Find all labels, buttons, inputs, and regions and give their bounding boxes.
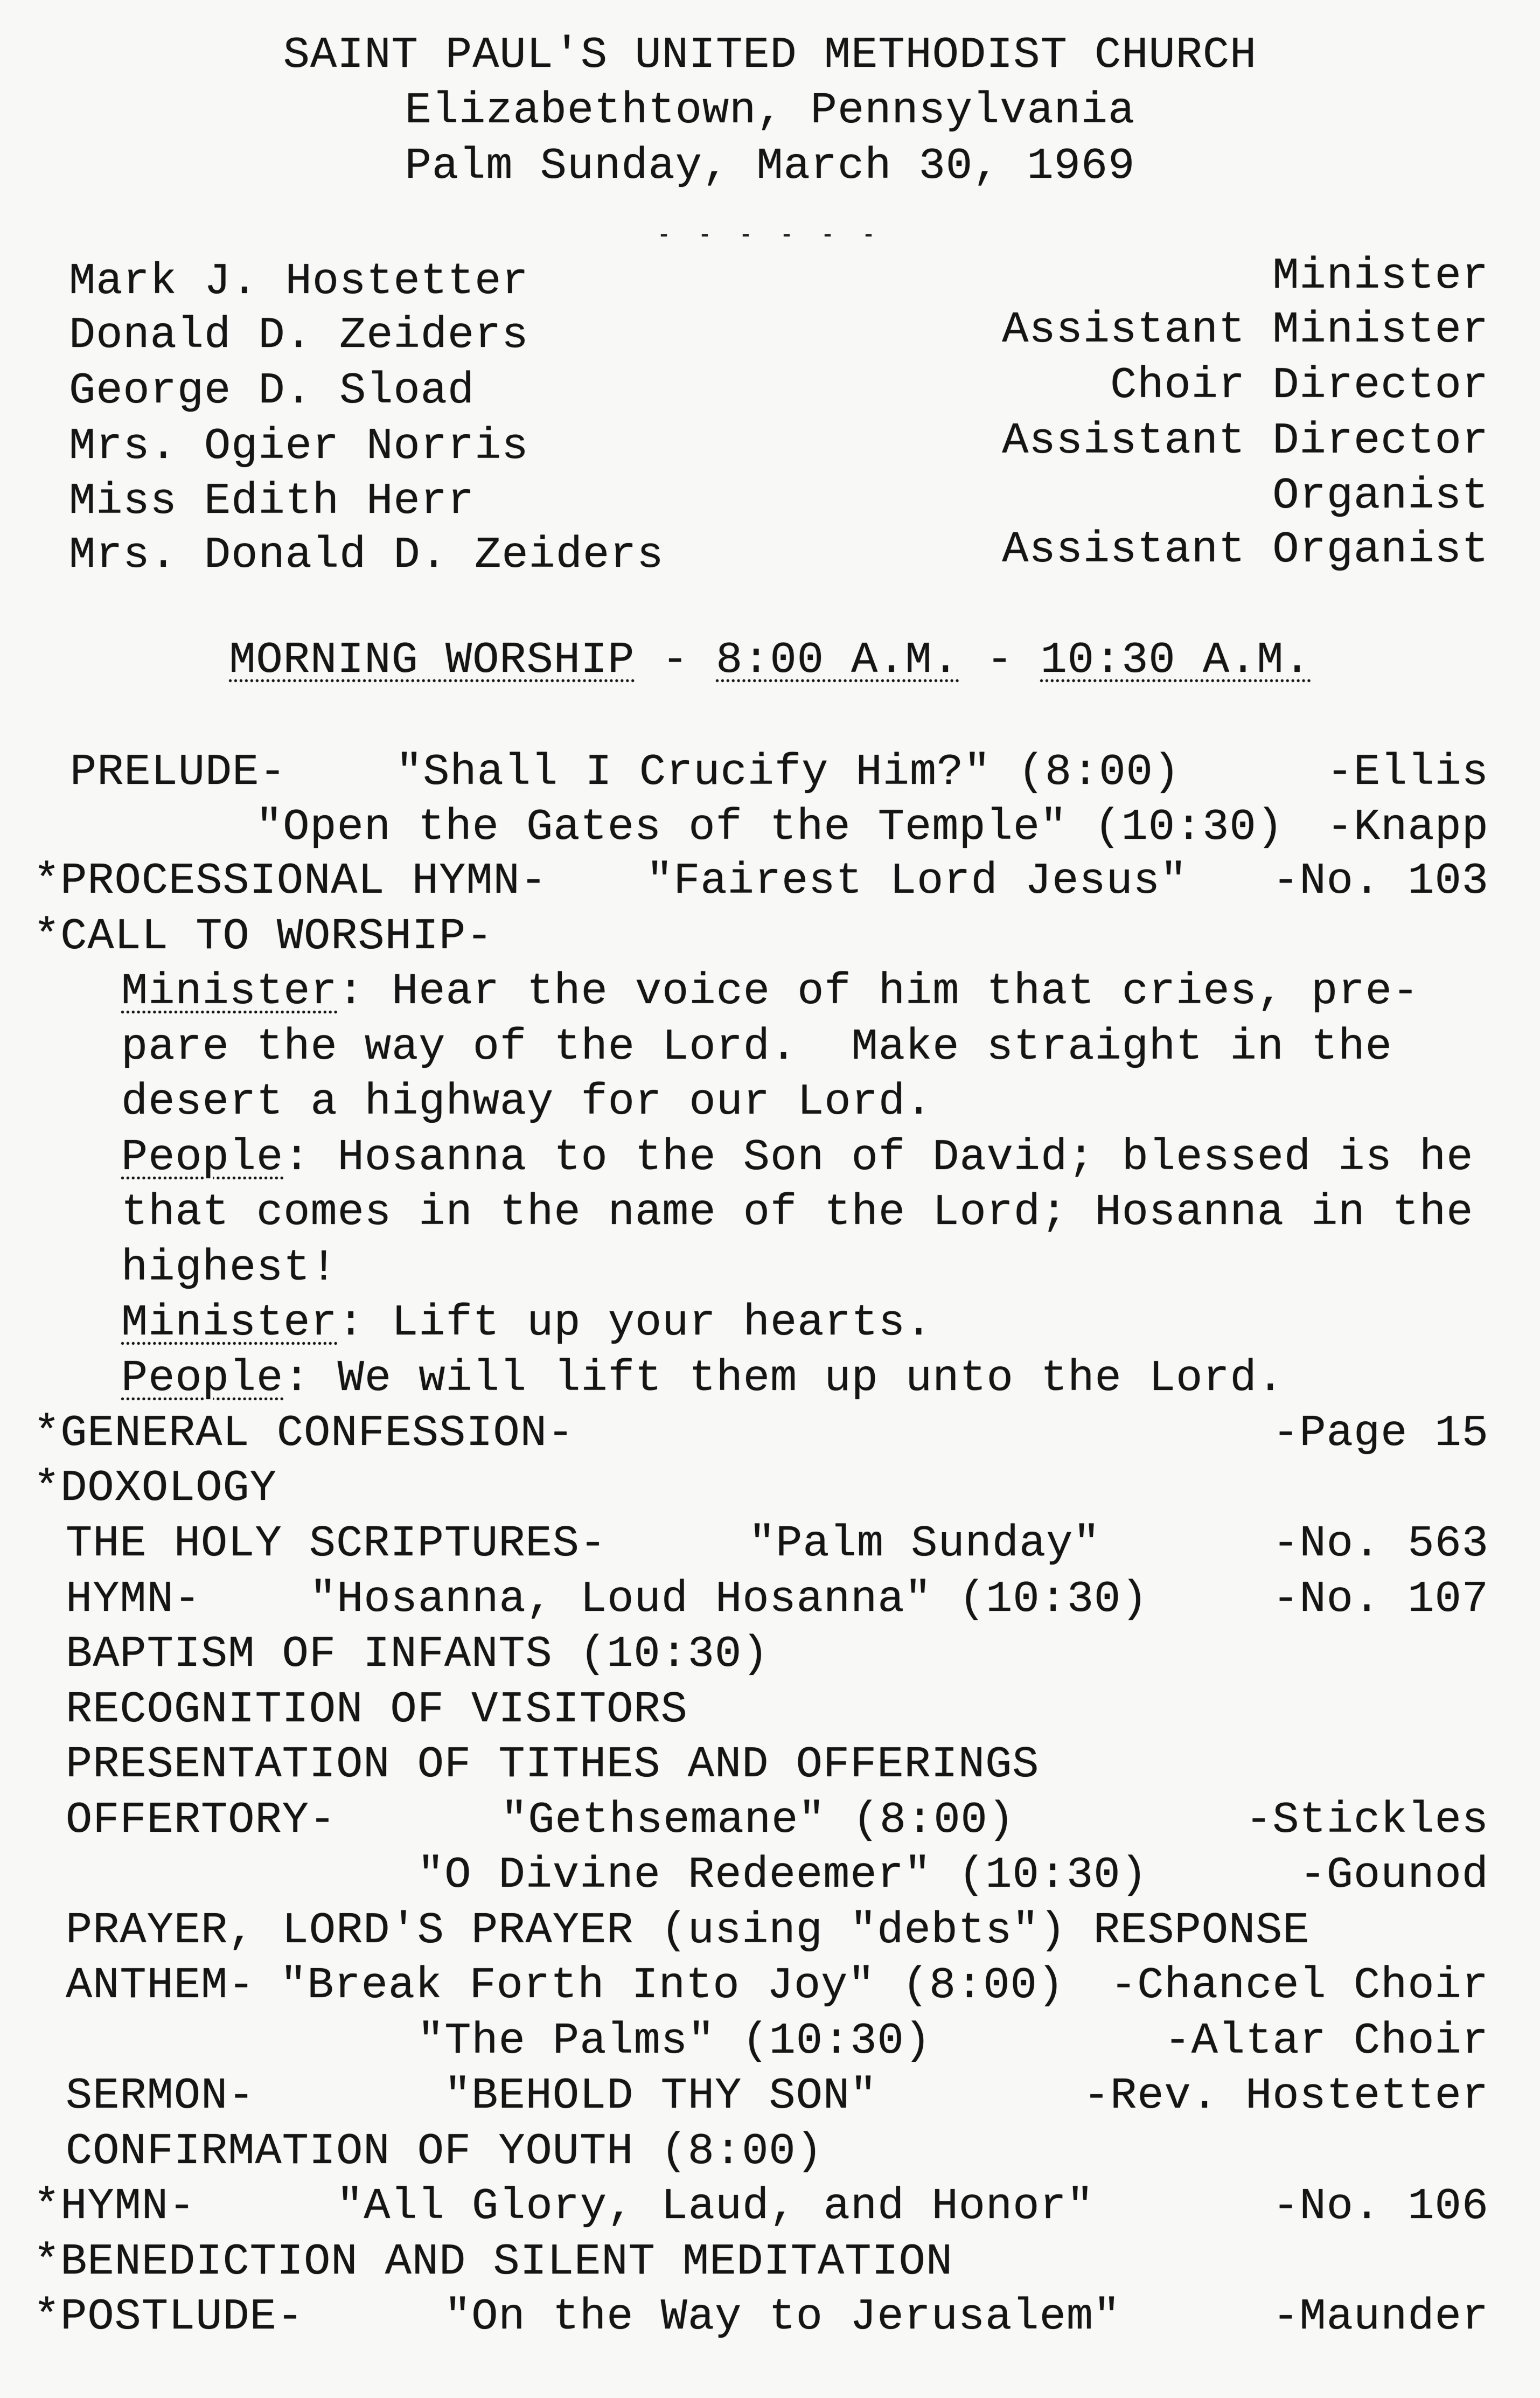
item-ref: -No. 106 xyxy=(1272,2181,1489,2232)
item-title: "O Divine Redeemer" (10:30) xyxy=(417,1850,1148,1900)
item-title: "The Palms" (10:30) xyxy=(417,2016,931,2066)
order-item-recognition-of-visitors: RECOGNITION OF VISITORS xyxy=(66,1685,688,1735)
order-item-confirmation: CONFIRMATION OF YOUTH (8:00) xyxy=(66,2126,823,2177)
litany-line xyxy=(121,1132,1474,1183)
item-title: "All Glory, Laud, and Honor" xyxy=(337,2181,1094,2232)
heading-separator: - xyxy=(635,635,716,685)
litany-line xyxy=(121,1353,1284,1403)
item-label: OFFERTORY- xyxy=(66,1795,337,1845)
item-label: THE HOLY SCRIPTURES- xyxy=(66,1519,607,1569)
staff-name: Donald D. Zeiders xyxy=(69,310,529,360)
item-ref: -Gounod xyxy=(1299,1850,1489,1900)
service-heading-title: MORNING WORSHIP xyxy=(229,635,635,685)
staff-name: Mrs. Donald D. Zeiders xyxy=(69,530,664,580)
item-ref: -Rev. Hostetter xyxy=(1083,2071,1489,2121)
item-ref: -Knapp xyxy=(1326,802,1489,852)
item-title: "On the Way to Jerusalem" xyxy=(444,2292,1121,2342)
item-label: *PROCESSIONAL HYMN- xyxy=(33,856,547,906)
litany-line xyxy=(121,1298,933,1348)
staff-name: George D. Sload xyxy=(69,366,475,416)
item-ref: -No. 103 xyxy=(1272,856,1489,906)
litany-text: : Lift up your hearts. xyxy=(337,1298,933,1348)
item-label: ANTHEM- xyxy=(66,1961,255,2011)
church-location: Elizabethtown, Pennsylvania xyxy=(405,86,1135,136)
order-item-call-to-worship: *CALL TO WORSHIP- xyxy=(33,912,493,962)
service-date: Palm Sunday, March 30, 1969 xyxy=(405,141,1135,191)
item-title: "Open the Gates of the Temple" (10:30) xyxy=(256,802,1284,852)
staff-name: Miss Edith Herr xyxy=(69,476,475,526)
item-label: *HYMN- xyxy=(33,2181,196,2232)
speaker-minister: Minister xyxy=(121,967,338,1017)
item-ref: -Stickles xyxy=(1245,1795,1489,1845)
service-heading xyxy=(0,635,1540,685)
heading-separator: - xyxy=(959,635,1041,685)
church-name: SAINT PAUL'S UNITED METHODIST CHURCH xyxy=(283,30,1257,80)
service-time-early: 8:00 A.M. xyxy=(716,635,959,685)
staff-role: Assistant Minister xyxy=(1002,305,1489,355)
staff-name: Mrs. Ogier Norris xyxy=(69,421,529,471)
staff-role: Assistant Director xyxy=(1002,416,1489,466)
item-label: PRELUDE- xyxy=(70,747,287,797)
staff-role: Organist xyxy=(1272,471,1489,521)
item-ref: -Ellis xyxy=(1326,747,1489,797)
staff-name: Mark J. Hostetter xyxy=(69,256,529,307)
item-title: "Palm Sunday" xyxy=(749,1519,1100,1569)
speaker-people: People xyxy=(121,1353,284,1403)
litany-line: pare the way of the Lord. Make straight in the xyxy=(121,1022,1392,1072)
item-label: *POSTLUDE- xyxy=(33,2292,304,2342)
staff-role: Choir Director xyxy=(1110,360,1489,411)
speaker-minister: Minister xyxy=(121,1298,338,1348)
order-item-benediction: *BENEDICTION AND SILENT MEDITATION xyxy=(33,2237,953,2287)
order-item-tithes-offerings: PRESENTATION OF TITHES AND OFFERINGS xyxy=(66,1740,1040,1790)
item-ref: -Maunder xyxy=(1272,2292,1489,2342)
litany-line: desert a highway for our Lord. xyxy=(121,1077,933,1127)
order-item-doxology: *DOXOLOGY xyxy=(33,1463,277,1513)
litany-line: that comes in the name of the Lord; Hosanna in the xyxy=(121,1187,1474,1238)
item-title: "BEHOLD THY SON" xyxy=(444,2071,877,2121)
item-ref: -Page 15 xyxy=(1272,1408,1489,1458)
item-ref: -No. 107 xyxy=(1272,1574,1489,1624)
header-divider: - - - - - - xyxy=(657,224,883,248)
item-ref: -Altar Choir xyxy=(1164,2016,1489,2066)
item-ref: -Chancel Choir xyxy=(1110,1961,1489,2011)
item-title: "Shall I Crucify Him?" (8:00) xyxy=(396,747,1181,797)
item-label: SERMON- xyxy=(66,2071,255,2121)
litany-text: : Hear the voice of him that cries, pre- xyxy=(337,967,1419,1017)
litany-text: : Hosanna to the Son of David; blessed is he xyxy=(283,1132,1474,1183)
item-label: *GENERAL CONFESSION- xyxy=(33,1408,575,1458)
item-title: "Gethsemane" (8:00) xyxy=(501,1795,1015,1845)
service-time-late: 10:30 A.M. xyxy=(1040,635,1311,685)
speaker-people: People xyxy=(121,1132,284,1183)
staff-role: Minister xyxy=(1272,251,1489,301)
item-title: "Hosanna, Loud Hosanna" (10:30) xyxy=(310,1574,1148,1624)
item-title: "Break Forth Into Joy" (8:00) xyxy=(280,1961,1065,2011)
item-title: "Fairest Lord Jesus" xyxy=(646,856,1188,906)
staff-role: Assistant Organist xyxy=(1002,525,1489,575)
litany-line xyxy=(121,967,1419,1017)
item-label: HYMN- xyxy=(66,1574,201,1624)
order-item-prayer: PRAYER, LORD'S PRAYER (using "debts") RESPONSE xyxy=(66,1906,1310,1956)
litany-text: : We will lift them up unto the Lord. xyxy=(283,1353,1284,1403)
litany-line: highest! xyxy=(121,1243,338,1293)
order-item-baptism: BAPTISM OF INFANTS (10:30) xyxy=(66,1629,769,1679)
item-ref: -No. 563 xyxy=(1272,1519,1489,1569)
